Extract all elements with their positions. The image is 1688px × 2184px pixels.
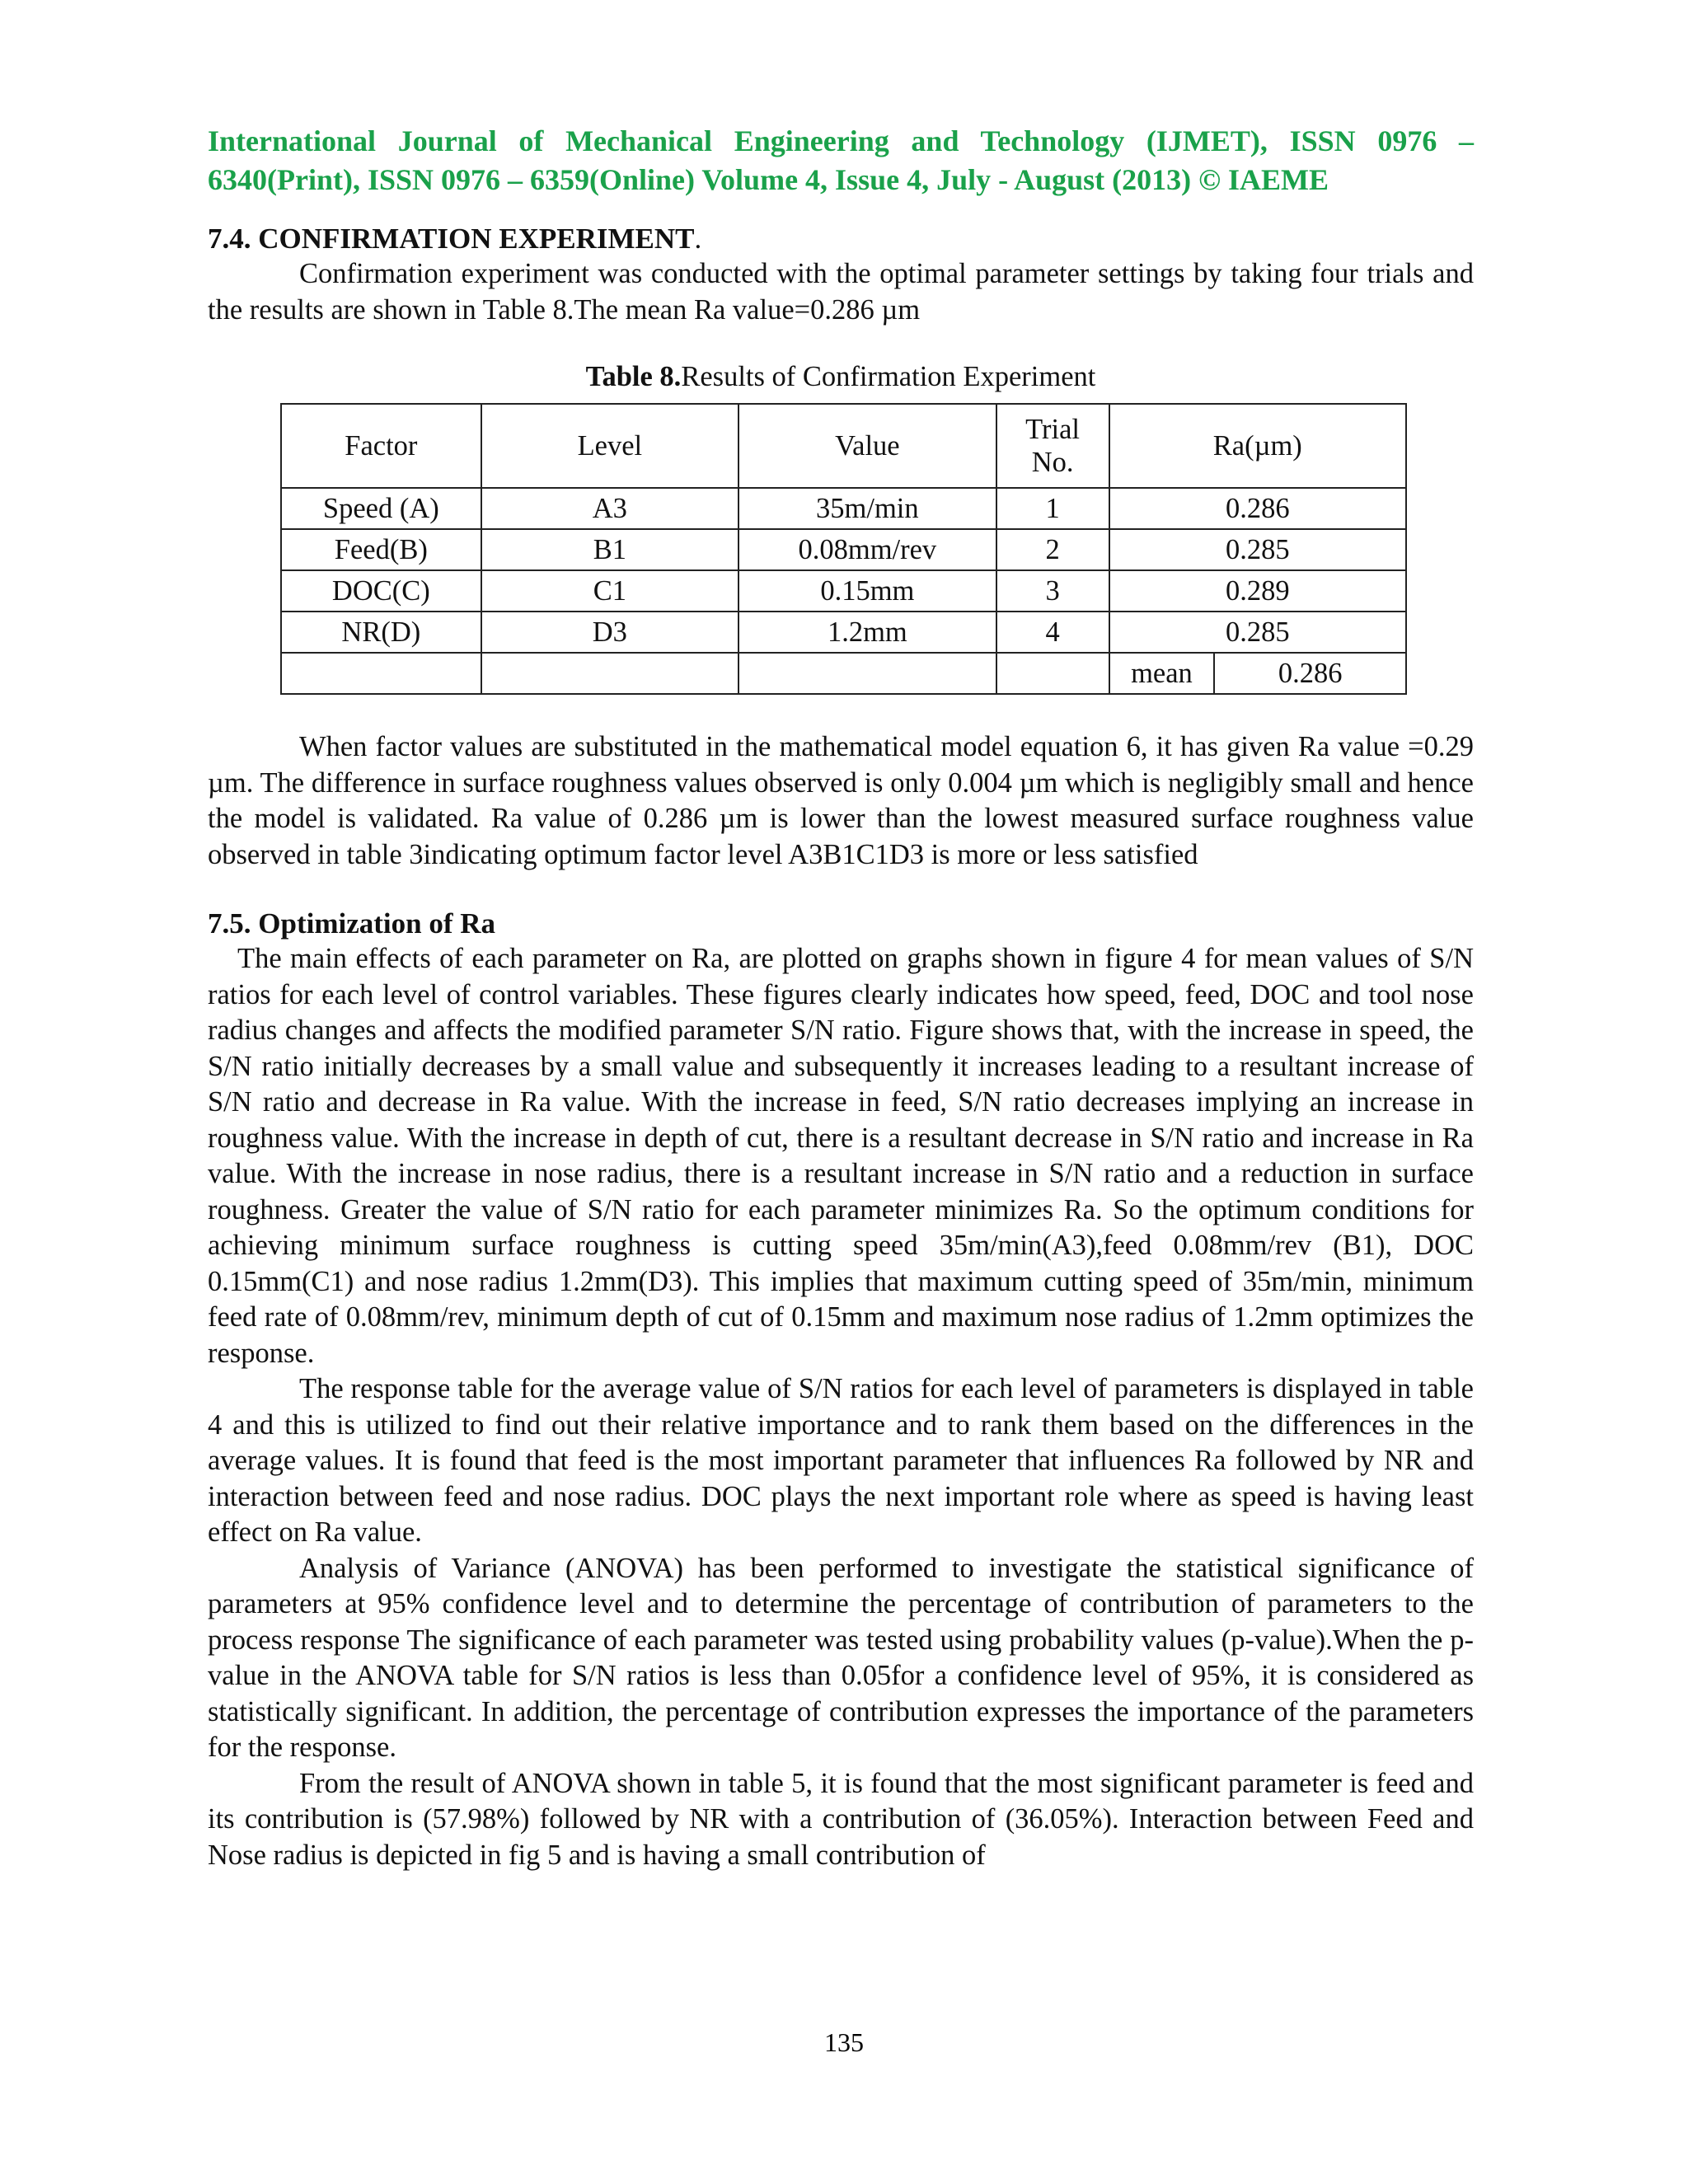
section-7-4-title-punct: .	[694, 223, 702, 255]
cell-value: 0.08mm/rev	[738, 529, 996, 570]
table-8-caption-label: Table 8.	[585, 361, 682, 392]
cell-value: 0.15mm	[738, 570, 996, 612]
cell-ra: 0.285	[1109, 529, 1406, 570]
header-factor: Factor	[281, 404, 481, 488]
table-mean-row	[281, 653, 1406, 694]
cell-value: 1.2mm	[738, 612, 996, 653]
cell-factor: Speed (A)	[281, 488, 481, 529]
section-7-4-title: 7.4. CONFIRMATION EXPERIMENT	[208, 223, 695, 255]
table-row	[281, 612, 1406, 653]
header-trial-no: Trial No.	[996, 404, 1109, 488]
table-8-caption-text: Results of Confirmation Experiment	[681, 361, 1096, 392]
cell-factor: Feed(B)	[281, 529, 481, 570]
cell-factor: NR(D)	[281, 612, 481, 653]
section-7-5-title: 7.5. Optimization of Ra	[208, 907, 496, 940]
cell-ra: 0.285	[1109, 612, 1406, 653]
page-number: 135	[824, 2027, 864, 2057]
cell-trial: 3	[996, 570, 1109, 612]
table-8-caption	[208, 359, 1474, 395]
optimization-paragraph-1: The main effects of each parameter on Ra, are plotted on graphs shown in figure 4 for mean values of S/N ratios for each level of control variables. These figures clearly indicates how speed, feed, DOC and tool nose radius changes and affects the modified parameter S/N ratio. Figure shows that, with the increase in speed, the S/N ratio initially decreases by a small value and subsequently it increases leading to a resultant increase of S/N ratio and decrease in Ra value. With the increase in feed, S/N ratio decreases implying an increase in roughness value. With the increase in depth of cut, there is a resultant decrease in S/N ratio and increase in Ra value. With the increase in nose radius, there is a resultant increase in S/N ratio and a reduction in surface roughness. Greater the value of S/N ratio for each parameter minimizes Ra. So the optimum conditions for achieving minimum surface roughness is cutting speed 35m/min(A3),feed 0.08mm/rev (B1), DOC 0.15mm(C1) and nose radius 1.2mm(D3). This implies that maximum cutting speed of 35m/min, minimum feed rate of 0.08mm/rev, minimum depth of cut of 0.15mm and maximum nose radius of 1.2mm optimizes the response.	[208, 943, 1474, 1369]
cell-level: C1	[481, 570, 738, 612]
cell-mean-label: mean	[1109, 653, 1215, 694]
header-level: Level	[481, 404, 738, 488]
cell-value: 35m/min	[738, 488, 996, 529]
cell-level: B1	[481, 529, 738, 570]
table-row	[281, 570, 1406, 612]
cell-trial: 1	[996, 488, 1109, 529]
cell-ra: 0.286	[1109, 488, 1406, 529]
cell-trial: 4	[996, 612, 1109, 653]
optimization-paragraph-2: The response table for the average value of S/N ratios for each level of parameters is displayed in table 4 and this is utilized to find out their relative importance and to rank them based on the differences in the average values. It is found that feed is the most important parameter that influences Ra followed by NR and interaction between feed and nose radius. DOC plays the next important role where as speed is having least effect on Ra value.	[208, 1373, 1474, 1548]
confirmation-results-table	[280, 403, 1407, 695]
cell-level: D3	[481, 612, 738, 653]
table-header-row	[281, 404, 1406, 488]
page-content	[208, 122, 1474, 1873]
cell-level: A3	[481, 488, 738, 529]
table-row	[281, 488, 1406, 529]
journal-header: International Journal of Mechanical Engineering and Technology (IJMET), ISSN 0976 – 6340(Print), ISSN 0976 – 6359(Online) Volume 4, Issue 4, July - August (2013) © IAEME	[208, 124, 1474, 196]
header-ra: Ra(µm)	[1109, 404, 1406, 488]
anova-paragraph: Analysis of Variance (ANOVA) has been performed to investigate the statistical significance of parameters at 95% confidence level and to determine the percentage of contribution of parameters to the process response The significance of each parameter was tested using probability values (p-value).When the p-value in the ANOVA table for S/N ratios is less than 0.05for a confidence level of 95%, it is considered as statistically significant. In addition, the percentage of contribution expresses the importance of the parameters for the response.	[208, 1552, 1474, 1763]
anova-result-paragraph: From the result of ANOVA shown in table 5, it is found that the most significant parameter is feed and its contribution is (57.98%) followed by NR with a contribution of (36.05%). Interaction between Feed and Nose radius is depicted in fig 5 and is having a small contribution of	[208, 1767, 1474, 1871]
confirmation-paragraph: Confirmation experiment was conducted with the optimal parameter settings by taking four trials and the results are shown in Table 8.The mean Ra value=0.286 µm	[208, 258, 1474, 326]
header-value: Value	[738, 404, 996, 488]
section-7-4-heading	[208, 221, 1474, 256]
cell-factor: DOC(C)	[281, 570, 481, 612]
cell-trial: 2	[996, 529, 1109, 570]
table-row	[281, 529, 1406, 570]
validation-paragraph: When factor values are substituted in the mathematical model equation 6, it has given Ra value =0.29 µm. The difference in surface roughness values observed is only 0.004 µm which is negligibly small and hence the model is validated. Ra value of 0.286 µm is lower than the lowest measured surface roughness value observed in table 3indicating optimum factor level A3B1C1D3 is more or less satisfied	[208, 731, 1474, 870]
cell-ra: 0.289	[1109, 570, 1406, 612]
cell-mean-value: 0.286	[1214, 653, 1406, 694]
